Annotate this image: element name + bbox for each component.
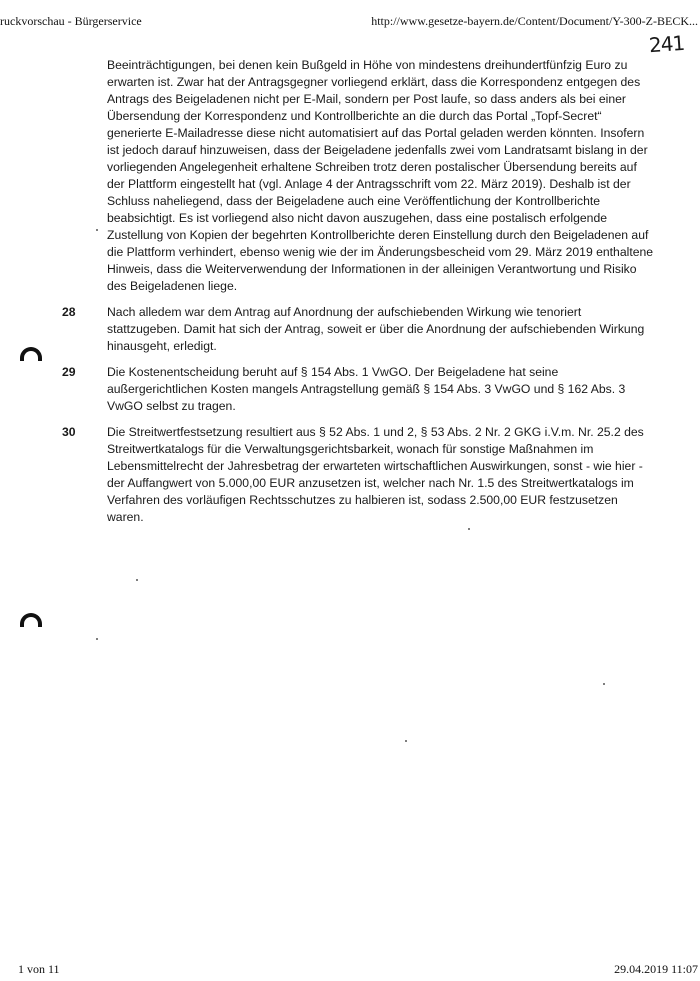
paragraph-continuation bbox=[62, 57, 654, 295]
document-body bbox=[62, 57, 654, 535]
paragraph-number: 30 bbox=[62, 425, 76, 439]
paragraph-text: Die Kostenentscheidung beruht auf § 154 Abs. 1 VwGO. Der Beigeladene hat seine außergerichtlichen Kosten mangels Antragstellung gemäß § 154 Abs. 3 VwGO und § 162 Abs. 3 VwGO selbst zu tragen. bbox=[107, 365, 626, 413]
paragraph-30 bbox=[62, 424, 654, 526]
paragraph-text: Die Streitwertfestsetzung resultiert aus § 52 Abs. 1 und 2, § 53 Abs. 2 Nr. 2 GKG i.V.m. Nr. 25.2 des Streitwertkatalogs für die Verwaltungsgerichtsbarkeit, wonach für sonstige Maßnahmen im Lebensmittelrecht der Jahresbetrag der erwarteten wirtschaftlichen Auswirkungen, sonst - wie hier - der Auffangwert von 5.000,00 EUR anzusetzen ist, welcher nach Nr. 1.5 des Streitwertkatalogs im Verfahren des vorläufigen Rechtsschutzes zu halbieren ist, sodass 2.500,00 EUR festzusetzen waren. bbox=[107, 425, 644, 524]
paragraph-text: Nach alledem war dem Antrag auf Anordnung der aufschiebenden Wirkung wie tenoriert stattzugeben. Damit hat sich der Antrag, soweit er über die Anordnung der aufschiebenden Wirkung hinausgeht, erledigt. bbox=[107, 305, 645, 353]
paragraph-29 bbox=[62, 364, 654, 415]
scan-speck bbox=[136, 579, 138, 581]
paragraph-number: 28 bbox=[62, 305, 76, 319]
punch-hole-mark bbox=[20, 347, 42, 361]
print-header-url: http://www.gesetze-bayern.de/Content/Document/Y-300-Z-BECK... bbox=[371, 14, 698, 28]
print-header-title: ruckvorschau - Bürgerservice bbox=[0, 14, 142, 28]
handwritten-page-number: 241 bbox=[648, 30, 685, 58]
paragraph-text: Beeinträchtigungen, bei denen kein Bußgeld in Höhe von mindestens dreihundertfünfzig Euro zu erwarten ist. Zwar hat der Antragsgegner vorliegend erklärt, dass die Korrespondenz entgegen des Antrags des Beigeladenen nicht per E-Mail, sondern per Post laufe, so dass anders als bei einer Übersendung der Korrespondenz und Kontrollberichte an die durch das Portal „Topf-Secret“ generierte E-Mailadresse diese nicht automatisiert auf das Portal geladen werden könnten. Insofern ist jedoch darauf hinzuweisen, dass der Beigeladene jedenfalls zwei vom Landratsamt bislang in der vorliegenden Angelegenheit erhaltene Schreiben trotz deren postalischer Übersendung bereits auf der Plattform eingestellt hat (vgl. Anlage 4 der Antragsschrift vom 22. März 2019). Deshalb ist der Schluss naheliegend, dass der Beigeladene auch eine Veröffentlichung der Kontrollberichte beabsichtigt. Es ist vorliegend also nicht davon auszugehen, dass eine postalisch erfolgende Zustellung von Kopien der begehrten Kontrollberichte deren Einstellung durch den Beigeladenen auf die Plattform verhindert, ebenso wenig wie der im Änderungsbescheid vom 29. März 2019 enthaltene Hinweis, dass die Weiterverwendung der Informationen in der alleinigen Verantwortung und Risiko des Beigeladenen liege. bbox=[107, 58, 654, 293]
page-counter: 1 von 11 bbox=[18, 962, 60, 976]
paragraph-number: 29 bbox=[62, 365, 76, 379]
scan-speck bbox=[603, 683, 605, 685]
scan-speck bbox=[96, 638, 98, 640]
punch-hole-mark bbox=[20, 613, 42, 627]
print-timestamp: 29.04.2019 11:07 bbox=[614, 962, 698, 976]
paragraph-28 bbox=[62, 304, 654, 355]
scan-speck bbox=[405, 740, 407, 742]
